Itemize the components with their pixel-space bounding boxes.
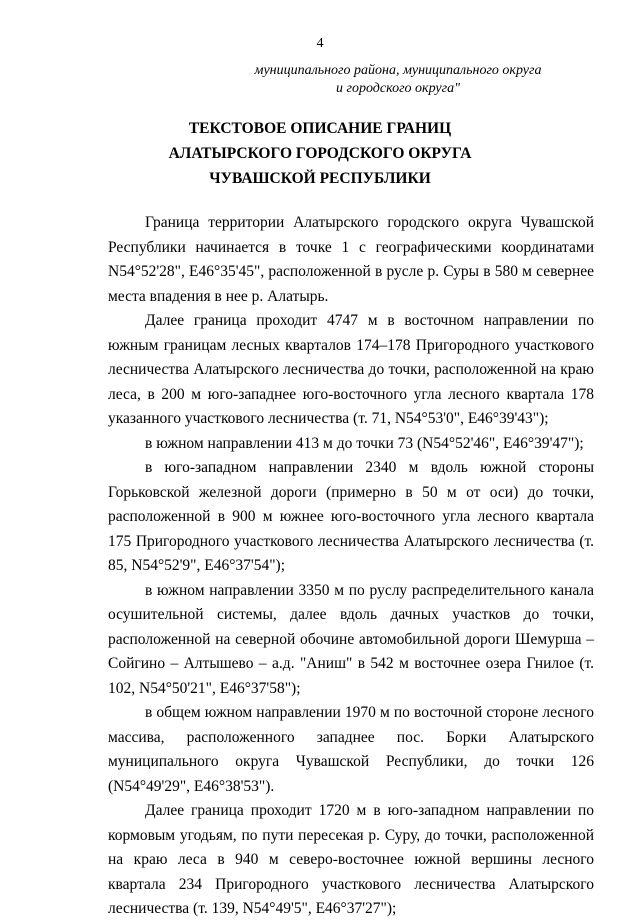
header-note xyxy=(218,62,578,98)
paragraph-3: в южном направлении 413 м до точки 73 (N54°52'46", E46°39'47"); xyxy=(145,434,584,452)
title-line-3: ЧУВАШСКОЙ РЕСПУБЛИКИ xyxy=(209,170,431,187)
header-note-line-2: и городского округа" xyxy=(336,81,460,96)
paragraph-2: Далее граница проходит 4747 м в восточном направлении по южным границам лесных кварталов 174–178 Пригородного участкового лесничества Алатырского лесничества до точки, расположенной на краю леса, в 200 м юго-западнее юго-восточного угла лесного квартала 178 указанного участкового лесничества (т. 71, N54°53'0", E46°39'43"); xyxy=(108,312,594,427)
paragraph-1: Граница территории Алатырского городского округа Чувашской Республики начинается в точке 1 с географическими координатами N54°52'28", E46°35'45", расположенной в русле р. Суры в 580 м севернее места впадения в нее р. Алатырь. xyxy=(108,214,594,305)
paragraph-7: Далее граница проходит 1720 м в юго-западном направлении по кормовым угодьям, по пути пересекая р. Суру, до точки, расположенной на краю леса в 940 м северо-восточнее южной вершины лесного квартала 234 Пригородного участкового лесничества Алатырского лесничества (т. 139, N54°49'5", E46°37'27"); xyxy=(108,802,594,917)
document-body xyxy=(108,211,594,922)
paragraph-4: в юго-западном направлении 2340 м вдоль южной стороны Горьковской железной дороги (примерно в 50 м от оси) до точки, расположенной в 900 м южнее юго-восточного угла лесного квартала 175 Пригородного участкового лесничества Алатырского лесничества (т. 85, N54°52'9", E46°37'54"); xyxy=(108,459,594,574)
document-title xyxy=(0,116,640,191)
paragraph-5: в южном направлении 3350 м по руслу распределительного канала осушительной системы, далее вдоль дачных участков до точки, расположенной на северной обочине автомобильной дороги Шемурша – Сойгино – Алтышево – а.д. "Аниш" в 542 м восточнее озера Гнилое (т. 102, N54°50'21", E46°37'58"); xyxy=(108,581,594,697)
title-line-2: АЛАТЫРСКОГО ГОРОДСКОГО ОКРУГА xyxy=(168,145,472,162)
title-line-1: ТЕКСТОВОЕ ОПИСАНИЕ ГРАНИЦ xyxy=(188,120,452,137)
page-number: 4 xyxy=(316,36,324,51)
paragraph-6: в общем южном направлении 1970 м по восточной стороне лесного массива, расположенного западнее пос. Борки Алатырского муниципального округа Чувашской Республики, до точки 126 (N54°49'29", E46°38'53"). xyxy=(108,704,594,795)
header-note-line-1: муниципального района, муниципального округа xyxy=(254,63,542,78)
